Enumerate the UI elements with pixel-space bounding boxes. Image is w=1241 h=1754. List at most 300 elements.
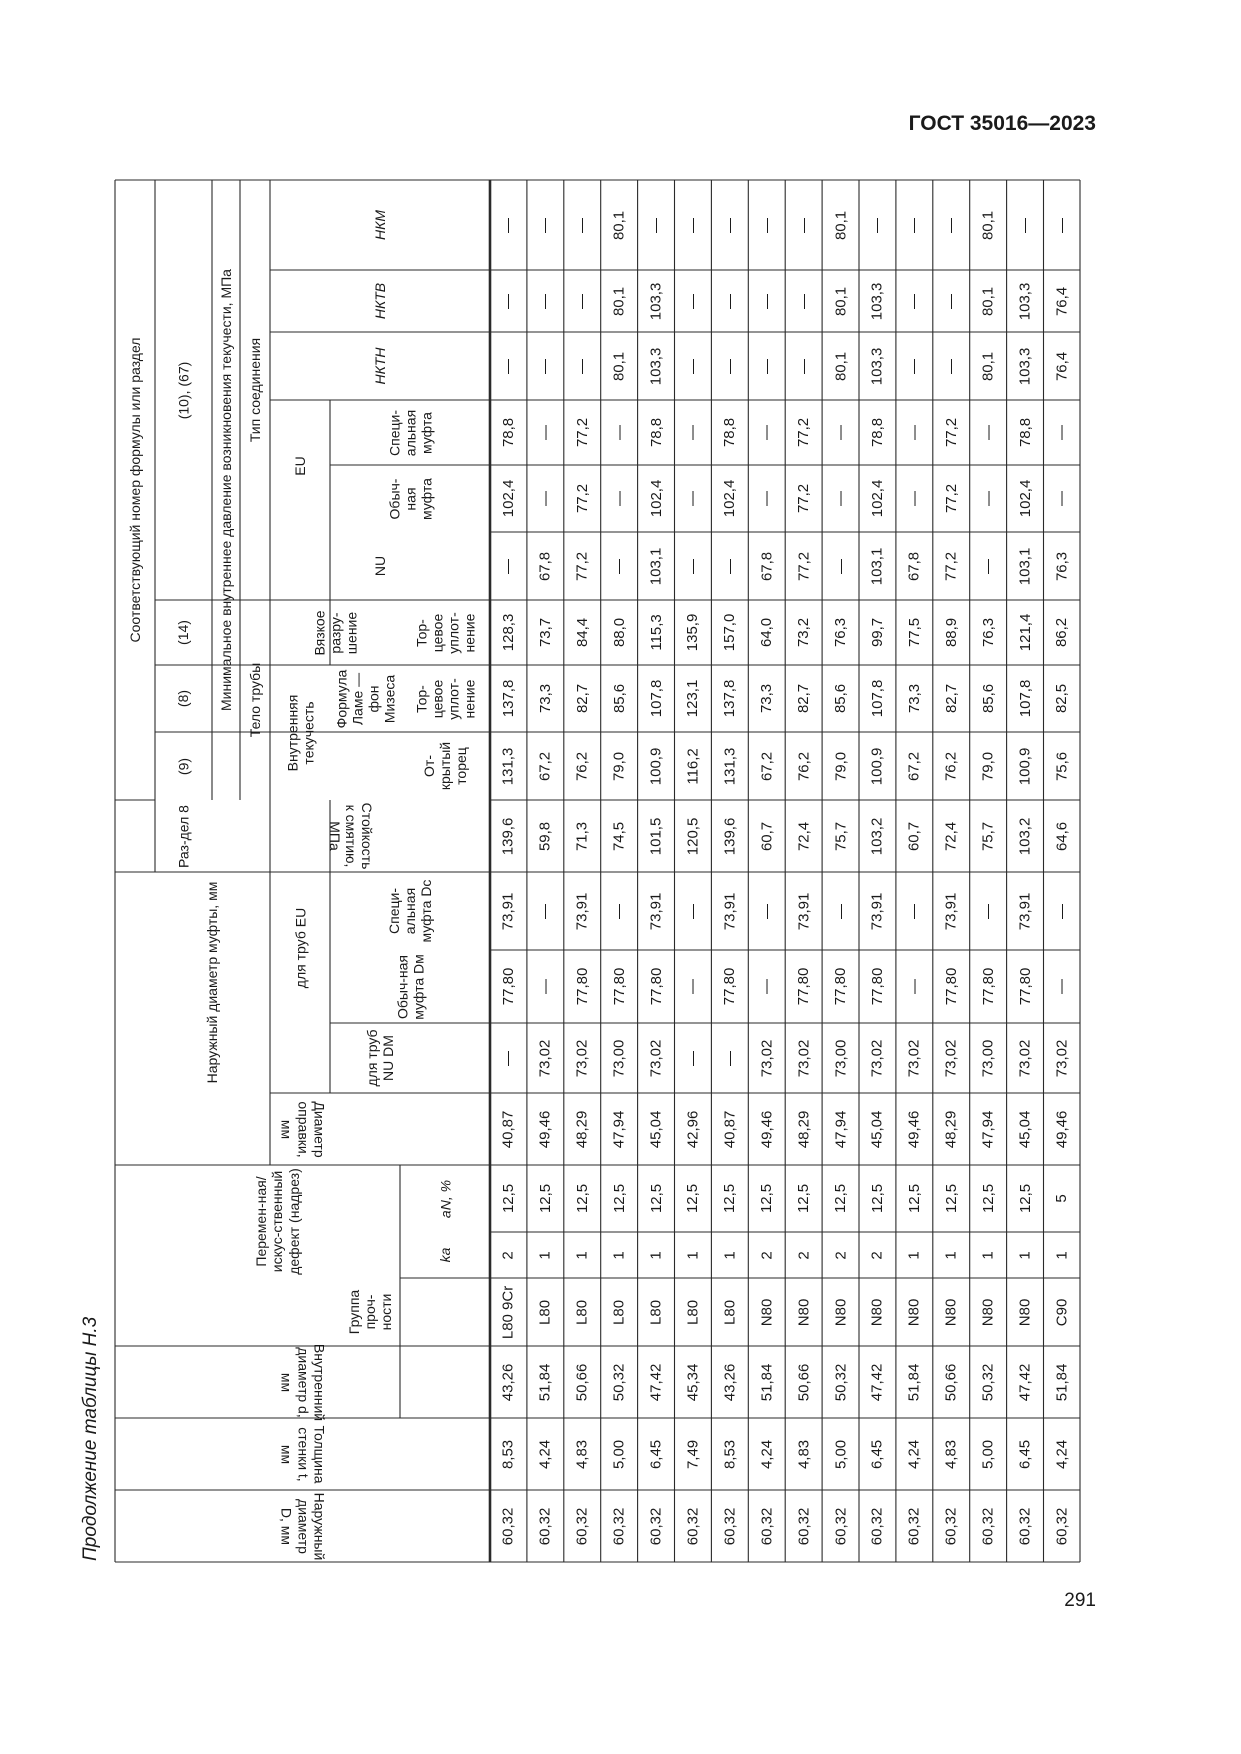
header-ref-9: (9): [175, 757, 192, 775]
cell-ductile: 121,4: [1016, 613, 1034, 652]
cell-t: 4,83: [942, 1439, 960, 1469]
cell-nu_dm: —: [721, 1050, 739, 1066]
cell-eu_spec: —: [979, 424, 997, 440]
cell-grade: N80: [942, 1298, 960, 1326]
cell-ka: 1: [684, 1250, 702, 1260]
cell-an: 12,5: [721, 1183, 739, 1214]
cell-D: 60,32: [1016, 1507, 1034, 1545]
cell-mandrel: 49,46: [905, 1110, 923, 1148]
cell-eu_dm: 77,80: [868, 967, 886, 1006]
cell-nktn: —: [795, 358, 813, 374]
cell-D: 60,32: [536, 1507, 554, 1545]
header-eu-regular: Обыч-ная муфта: [385, 477, 435, 520]
cell-nu_dm: 73,02: [795, 1039, 813, 1077]
cell-nktv: —: [573, 293, 591, 309]
cell-eu_dc: —: [610, 903, 628, 919]
header-ductile: Вязкое разру-шение: [310, 609, 360, 656]
header-nktv: НКТВ: [371, 282, 388, 320]
cell-open_end: 76,2: [573, 751, 591, 781]
cell-crush: 139,6: [499, 817, 517, 855]
cell-grade: N80: [795, 1298, 813, 1326]
cell-t: 4,83: [573, 1439, 591, 1469]
cell-ka: 1: [1053, 1250, 1071, 1260]
cell-nu_dm: 73,00: [610, 1039, 628, 1077]
cell-ductile: 84,4: [573, 617, 591, 648]
cell-nkm: —: [758, 217, 776, 233]
cell-eu_spec: —: [684, 424, 702, 440]
cell-mandrel: 47,94: [832, 1110, 850, 1148]
cell-t: 6,45: [868, 1439, 886, 1469]
cell-nkm: —: [647, 217, 665, 233]
cell-mandrel: 40,87: [499, 1110, 517, 1148]
cell-nu: —: [499, 558, 517, 574]
cell-nu: —: [721, 558, 739, 574]
cell-an: 12,5: [905, 1183, 923, 1214]
cell-eu_spec: 78,8: [1016, 417, 1034, 448]
cell-open_end: 100,9: [868, 747, 886, 785]
cell-t: 6,45: [647, 1439, 665, 1469]
cell-lame: 137,8: [499, 679, 517, 718]
cell-t: 4,24: [758, 1439, 776, 1469]
cell-an: 5: [1053, 1194, 1071, 1203]
cell-nktv: —: [684, 293, 702, 309]
cell-nu: 67,8: [905, 551, 923, 581]
cell-eu_dc: 73,91: [942, 892, 960, 930]
cell-eu_dc: 73,91: [795, 892, 813, 930]
cell-eu_reg: —: [1053, 490, 1071, 506]
cell-grade: L80: [721, 1299, 739, 1325]
cell-grade: N80: [832, 1298, 850, 1326]
cell-eu_spec: —: [1053, 424, 1071, 440]
header-min-pressure: Минимальное внутреннее давление возникновения текучести, МПа: [217, 269, 234, 711]
cell-ductile: 135,9: [684, 613, 702, 652]
cell-nktn: —: [721, 358, 739, 374]
header-eu-dc: Специ-альная муфта Dc: [385, 879, 435, 943]
cell-eu_reg: 102,4: [721, 479, 739, 518]
cell-d: 50,32: [832, 1363, 850, 1401]
cell-crush: 60,7: [905, 821, 923, 851]
cell-mandrel: 47,94: [979, 1110, 997, 1148]
cell-ductile: 73,7: [536, 617, 554, 648]
cell-ka: 1: [573, 1250, 591, 1260]
cell-t: 6,45: [1016, 1439, 1034, 1469]
cell-an: 12,5: [573, 1183, 591, 1214]
cell-an: 12,5: [979, 1183, 997, 1214]
cell-t: 4,24: [536, 1439, 554, 1469]
cell-an: 12,5: [684, 1183, 702, 1214]
cell-eu_dc: —: [1053, 903, 1071, 919]
cell-open_end: 100,9: [647, 747, 665, 785]
cell-eu_spec: —: [536, 424, 554, 440]
cell-eu_reg: —: [610, 490, 628, 506]
cell-ductile: 64,0: [758, 617, 776, 648]
table-caption: Продолжение таблицы Н.3: [80, 1316, 101, 1561]
cell-crush: 120,5: [684, 817, 702, 855]
cell-nu: 103,1: [647, 547, 665, 585]
cell-grade: L80 9Cr: [499, 1285, 517, 1339]
cell-ductile: 115,3: [647, 614, 665, 651]
cell-open_end: 79,0: [832, 751, 850, 781]
cell-nktv: —: [758, 293, 776, 309]
cell-nktv: 80,1: [979, 286, 997, 316]
cell-eu_dm: 77,80: [573, 967, 591, 1006]
cell-eu_dm: 77,80: [979, 967, 997, 1006]
cell-d: 50,32: [979, 1363, 997, 1401]
cell-mandrel: 49,46: [758, 1110, 776, 1148]
cell-D: 60,32: [795, 1507, 813, 1545]
cell-d: 51,84: [536, 1363, 554, 1401]
cell-an: 12,5: [610, 1183, 628, 1214]
cell-nu_dm: —: [684, 1050, 702, 1066]
cell-open_end: 67,2: [758, 751, 776, 781]
cell-nkm: 80,1: [832, 210, 850, 240]
cell-eu_dc: 73,91: [1016, 892, 1034, 930]
cell-crush: 72,4: [795, 821, 813, 851]
header-ductile-seal: Тор-цевое уплот-нение: [412, 611, 478, 654]
cell-nu: —: [610, 558, 628, 574]
cell-nu_dm: —: [499, 1050, 517, 1066]
cell-open_end: 76,2: [942, 751, 960, 781]
cell-crush: 64,6: [1053, 821, 1071, 851]
cell-d: 51,84: [905, 1363, 923, 1401]
cell-eu_dc: —: [832, 903, 850, 919]
cell-ka: 1: [721, 1250, 739, 1260]
header-coupling-od: Наружный диаметр муфты, мм: [204, 881, 221, 1084]
cell-ductile: 88,0: [610, 617, 628, 648]
cell-ductile: 77,5: [905, 617, 923, 648]
cell-crush: 139,6: [721, 817, 739, 855]
cell-an: 12,5: [832, 1183, 850, 1214]
cell-nktn: 76,4: [1053, 351, 1071, 381]
header-mandrel-diameter: Диаметр оправки, мм: [278, 1100, 327, 1158]
cell-eu_reg: —: [905, 490, 923, 506]
cell-d: 47,42: [647, 1363, 665, 1401]
header-eu-special: Специ-альная муфта: [385, 409, 435, 456]
cell-open_end: 100,9: [1016, 747, 1034, 785]
cell-nu: 103,1: [868, 547, 886, 585]
cell-nu_dm: 73,02: [1016, 1039, 1034, 1077]
cell-ka: 2: [868, 1250, 886, 1260]
header-eu-dm: Обыч-ная муфта Dм: [393, 953, 426, 1020]
header-variable-defect: Перемен-ная/искус-ственный дефект (надрез): [253, 1168, 302, 1275]
cell-mandrel: 42,96: [684, 1110, 702, 1148]
cell-eu_spec: 77,2: [795, 417, 813, 448]
cell-eu_dm: —: [684, 978, 702, 994]
cell-open_end: 131,3: [499, 747, 517, 785]
cell-mandrel: 45,04: [647, 1110, 665, 1148]
header-ka: ka: [436, 1247, 453, 1263]
header-formula-top: Соответствующий номер формулы или раздел: [126, 337, 143, 643]
cell-eu_reg: 77,2: [573, 483, 591, 514]
cell-ductile: 76,3: [979, 617, 997, 648]
header-open-end: От-крытый торец: [420, 741, 470, 791]
cell-an: 12,5: [647, 1183, 665, 1214]
cell-d: 51,84: [1053, 1363, 1071, 1401]
cell-lame: 82,7: [795, 683, 813, 714]
cell-d: 50,66: [795, 1363, 813, 1401]
cell-nktn: —: [758, 358, 776, 374]
cell-mandrel: 48,29: [795, 1110, 813, 1148]
cell-mandrel: 45,04: [1016, 1110, 1034, 1148]
header-crush: Стойкость к смятию, МПа: [326, 802, 376, 870]
header-nu-dm: для труб NU DM: [363, 1029, 396, 1087]
cell-ka: 1: [647, 1250, 665, 1260]
cell-eu_dm: —: [536, 978, 554, 994]
cell-D: 60,32: [499, 1507, 517, 1545]
cell-nktn: 80,1: [979, 351, 997, 381]
cell-lame: 82,5: [1053, 683, 1071, 714]
cell-ductile: 99,7: [868, 617, 886, 648]
cell-eu_dm: —: [758, 978, 776, 994]
cell-eu_dm: 77,80: [1016, 967, 1034, 1006]
cell-t: 5,00: [979, 1439, 997, 1469]
cell-eu_reg: 102,4: [1016, 479, 1034, 518]
cell-nu: —: [979, 558, 997, 574]
cell-open_end: 67,2: [536, 751, 554, 781]
cell-an: 12,5: [1016, 1183, 1034, 1214]
cell-eu_dm: —: [1053, 978, 1071, 994]
cell-nkm: —: [1016, 217, 1034, 233]
header-ref-8: (8): [175, 689, 192, 708]
header-wall-thickness: Толщина стенки t, мм: [278, 1425, 327, 1483]
cell-eu_spec: —: [610, 424, 628, 440]
cell-open_end: 79,0: [610, 751, 628, 781]
cell-nktn: 80,1: [832, 351, 850, 381]
header-nktn: НКТН: [371, 347, 388, 385]
cell-ka: 1: [610, 1250, 628, 1260]
cell-D: 60,32: [1053, 1507, 1071, 1545]
cell-nkm: 80,1: [979, 210, 997, 240]
cell-mandrel: 48,29: [942, 1110, 960, 1148]
cell-eu_spec: 77,2: [942, 417, 960, 448]
cell-D: 60,32: [979, 1507, 997, 1545]
cell-nu_dm: 73,02: [905, 1039, 923, 1077]
cell-nktn: —: [905, 358, 923, 374]
cell-crush: 74,5: [610, 821, 628, 851]
cell-nu: —: [832, 558, 850, 574]
cell-eu_dm: 77,80: [942, 967, 960, 1006]
cell-d: 47,42: [868, 1363, 886, 1401]
cell-nu_dm: 73,02: [1053, 1039, 1071, 1077]
cell-eu_dc: 73,91: [499, 892, 517, 930]
cell-eu_dc: —: [979, 903, 997, 919]
cell-eu_spec: —: [758, 424, 776, 440]
cell-d: 50,66: [942, 1363, 960, 1401]
cell-D: 60,32: [684, 1507, 702, 1545]
cell-nu_dm: 73,02: [536, 1039, 554, 1077]
cell-eu_spec: 78,8: [721, 417, 739, 448]
cell-lame: 82,7: [942, 683, 960, 714]
cell-eu_dc: —: [905, 903, 923, 919]
cell-lame: 85,6: [979, 683, 997, 714]
cell-crush: 103,2: [868, 817, 886, 855]
cell-eu_dm: 77,80: [499, 967, 517, 1006]
cell-eu_dm: 77,80: [832, 967, 850, 1006]
cell-d: 45,34: [684, 1363, 702, 1401]
header-lame-seal: Тор-цевое уплот-нение: [412, 677, 478, 720]
cell-eu_dm: 77,80: [610, 967, 628, 1006]
cell-eu_reg: —: [758, 490, 776, 506]
cell-grade: L80: [684, 1299, 702, 1325]
cell-eu_spec: 77,2: [573, 417, 591, 448]
cell-nu_dm: 73,02: [868, 1039, 886, 1077]
cell-eu_spec: 78,8: [868, 417, 886, 448]
cell-eu_dc: —: [758, 903, 776, 919]
document-code: ГОСТ 35016—2023: [908, 112, 1096, 135]
header-ref-10-67: (10), (67): [175, 361, 192, 419]
cell-mandrel: 48,29: [573, 1110, 591, 1148]
cell-mandrel: 40,87: [721, 1110, 739, 1148]
cell-grade: N80: [868, 1298, 886, 1326]
cell-ductile: 128,3: [499, 613, 517, 652]
cell-nu: 67,8: [758, 551, 776, 581]
cell-open_end: 131,3: [721, 747, 739, 785]
cell-ka: 1: [979, 1250, 997, 1260]
cell-mandrel: 49,46: [536, 1110, 554, 1148]
cell-nu: —: [684, 558, 702, 574]
header-eu: EU: [291, 456, 308, 476]
cell-crush: 59,8: [536, 821, 554, 851]
cell-nu: 67,8: [536, 551, 554, 581]
cell-nkm: —: [573, 217, 591, 233]
cell-nktv: —: [795, 293, 813, 309]
cell-ka: 1: [905, 1250, 923, 1260]
cell-ka: 2: [795, 1250, 813, 1260]
cell-eu_reg: —: [536, 490, 554, 506]
cell-nu: 77,2: [942, 551, 960, 581]
cell-nkm: —: [795, 217, 813, 233]
cell-nktv: 80,1: [832, 286, 850, 316]
cell-nu_dm: 73,02: [573, 1039, 591, 1077]
cell-eu_dm: 77,80: [721, 967, 739, 1006]
cell-grade: L80: [610, 1299, 628, 1325]
cell-crush: 75,7: [832, 821, 850, 851]
cell-nkm: —: [942, 217, 960, 233]
cell-an: 12,5: [499, 1183, 517, 1214]
cell-nktn: —: [942, 358, 960, 374]
header-lame: Формула Ламе — фон Мизеса: [332, 669, 398, 728]
cell-an: 12,5: [536, 1183, 554, 1214]
cell-t: 7,49: [684, 1439, 702, 1469]
cell-lame: 137,8: [721, 679, 739, 718]
header-conn-type: Тип соединения: [246, 337, 263, 443]
cell-an: 12,5: [758, 1183, 776, 1214]
header-strength-group: Группа проч-ности: [345, 1289, 395, 1335]
cell-lame: 73,3: [905, 683, 923, 714]
cell-nu_dm: 73,00: [979, 1039, 997, 1077]
cell-nktv: —: [499, 293, 517, 309]
cell-grade: C90: [1053, 1298, 1071, 1326]
cell-D: 60,32: [610, 1507, 628, 1545]
cell-ka: 1: [1016, 1250, 1034, 1260]
cell-open_end: 79,0: [979, 751, 997, 781]
cell-mandrel: 45,04: [868, 1110, 886, 1148]
cell-nkm: —: [536, 217, 554, 233]
cell-nu_dm: 73,00: [832, 1039, 850, 1077]
header-pipe-body: Тело трубы: [246, 662, 263, 738]
cell-eu_reg: 102,4: [647, 479, 665, 518]
cell-ductile: 88,9: [942, 617, 960, 648]
cell-eu_dm: 77,80: [647, 967, 665, 1006]
header-nu: NU: [371, 555, 388, 577]
cell-grade: L80: [573, 1299, 591, 1325]
cell-nkm: —: [1053, 217, 1071, 233]
cell-eu_dc: 73,91: [647, 892, 665, 930]
cell-lame: 85,6: [832, 683, 850, 714]
cell-D: 60,32: [647, 1507, 665, 1545]
cell-lame: 123,1: [684, 679, 702, 718]
cell-eu_spec: —: [832, 424, 850, 440]
cell-eu_dc: —: [536, 903, 554, 919]
cell-eu_dc: 73,91: [573, 892, 591, 930]
cell-ductile: 157,0: [721, 613, 739, 652]
cell-ka: 2: [499, 1250, 517, 1260]
cell-nu_dm: 73,02: [647, 1039, 665, 1077]
cell-nktv: —: [942, 293, 960, 309]
cell-eu_dc: 73,91: [868, 892, 886, 930]
cell-t: 4,24: [905, 1439, 923, 1469]
cell-eu_reg: 102,4: [868, 479, 886, 518]
cell-nktn: 103,3: [1016, 347, 1034, 385]
cell-nktv: —: [536, 293, 554, 309]
cell-nktn: 103,3: [868, 347, 886, 385]
cell-crush: 101,5: [647, 817, 665, 855]
cell-nktv: 103,3: [647, 282, 665, 320]
cell-nkm: —: [499, 217, 517, 233]
cell-eu_spec: 78,8: [499, 417, 517, 448]
cell-crush: 75,7: [979, 821, 997, 851]
cell-d: 51,84: [758, 1363, 776, 1401]
cell-grade: L80: [536, 1299, 554, 1325]
cell-an: 12,5: [795, 1183, 813, 1214]
cell-d: 47,42: [1016, 1363, 1034, 1401]
cell-d: 50,66: [573, 1363, 591, 1401]
cell-t: 5,00: [832, 1439, 850, 1469]
cell-eu_dc: —: [684, 903, 702, 919]
cell-eu_dc: 73,91: [721, 892, 739, 930]
cell-d: 50,32: [610, 1363, 628, 1401]
cell-mandrel: 49,46: [1053, 1110, 1071, 1148]
cell-mandrel: 47,94: [610, 1110, 628, 1148]
cell-nktn: 80,1: [610, 351, 628, 381]
cell-nu_dm: 73,02: [758, 1039, 776, 1077]
cell-grade: L80: [647, 1299, 665, 1325]
cell-eu_reg: 77,2: [795, 483, 813, 514]
cell-nktn: —: [684, 358, 702, 374]
cell-nktn: —: [536, 358, 554, 374]
cell-lame: 107,8: [868, 679, 886, 718]
cell-an: 12,5: [942, 1183, 960, 1214]
cell-nu: 103,1: [1016, 547, 1034, 585]
cell-nu_dm: 73,02: [942, 1039, 960, 1077]
cell-lame: 73,3: [536, 683, 554, 714]
cell-eu_reg: —: [684, 490, 702, 506]
header-ref-14: (14): [175, 620, 192, 645]
cell-nkm: —: [905, 217, 923, 233]
cell-D: 60,32: [832, 1507, 850, 1545]
cell-grade: N80: [1016, 1298, 1034, 1326]
cell-ductile: 73,2: [795, 617, 813, 648]
cell-open_end: 75,6: [1053, 751, 1071, 781]
header-ref-section: Раз-дел 8: [175, 804, 192, 868]
cell-grade: N80: [979, 1298, 997, 1326]
cell-nkm: —: [721, 217, 739, 233]
cell-ductile: 86,2: [1053, 617, 1071, 648]
cell-eu_spec: 78,8: [647, 417, 665, 448]
cell-nu: 76,3: [1053, 551, 1071, 581]
cell-nktv: —: [905, 293, 923, 309]
header-outer-diameter: Наружный диаметр D, мм: [278, 1492, 327, 1560]
